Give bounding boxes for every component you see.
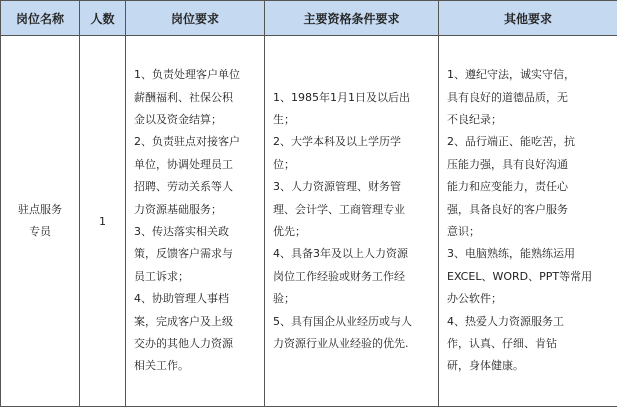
qualification-line: 3、人力资源管理、财务管	[273, 180, 401, 194]
duty-line: 策，反馈客户需求与	[134, 247, 233, 261]
duty-line: 员工诉求；	[134, 269, 189, 283]
qualification-line: 1、1985年1月1日及以后出	[273, 90, 410, 104]
duties-cell	[126, 36, 265, 407]
header-count: 人数	[80, 1, 126, 36]
duty-line: 4、协助管理人事档	[134, 292, 229, 306]
position-name-line: 专员	[29, 225, 51, 238]
other-line: 4、热爱人力资源服务工	[447, 314, 564, 328]
position-cell	[1, 36, 80, 407]
header-row	[1, 1, 617, 36]
qualification-line: 2、大学本科及以上学历学	[273, 135, 401, 149]
other-line: 强，具备良好的客户服务	[447, 202, 568, 216]
duty-line: 金以及资金结算；	[134, 112, 222, 126]
duty-line: 招聘、劳动关系等人	[134, 180, 233, 194]
duty-line: 薪酬福利、社保公积	[134, 90, 233, 104]
position-name-line: 驻点服务	[18, 203, 62, 216]
count-cell: 1	[80, 36, 126, 407]
other-line: 意识；	[447, 225, 480, 238]
qualification-line: 验；	[273, 292, 295, 306]
duty-line: 3、传达落实相关政	[134, 225, 229, 238]
header-others: 其他要求	[439, 1, 617, 36]
duty-line: 1、负责处理客户单位	[134, 68, 240, 82]
other-line: 压能力强，具有良好沟通	[447, 157, 568, 171]
header-duties: 岗位要求	[126, 1, 265, 36]
others-cell	[439, 36, 617, 407]
duty-line: 交办的其他人力资源	[134, 337, 233, 351]
qualification-line: 力资源行业从业经验的优先.	[273, 337, 409, 351]
other-line: 不良纪录；	[447, 112, 502, 126]
qualifications-cell	[265, 36, 439, 407]
duty-line: 相关工作。	[134, 359, 189, 373]
qualification-line: 4、具备3年及以上人力资源	[273, 247, 408, 261]
other-line: 2、品行端正、能吃苦，抗	[447, 135, 575, 149]
other-line: 研，身体健康。	[447, 359, 524, 373]
qualification-line: 位；	[273, 157, 295, 171]
duty-line: 力资源基础服务；	[134, 202, 222, 216]
qualification-line: 理、会计学、工商管理专业	[273, 202, 405, 216]
other-line: 作，认真、仔细、肯钻	[447, 337, 557, 351]
qualification-line: 优先；	[273, 225, 306, 238]
qualification-line: 岗位工作经验或财务工作经	[273, 269, 405, 283]
qualification-line: 生；	[273, 112, 295, 126]
other-line: 能力和应变能力，责任心	[447, 180, 568, 194]
duty-line: 单位，协调处理员工	[134, 157, 233, 171]
header-qualifications: 主要资格条件要求	[265, 1, 439, 36]
other-line: 具有良好的道德品质，无	[447, 90, 568, 104]
header-position: 岗位名称	[1, 1, 80, 36]
other-line: 办公软件；	[447, 292, 502, 306]
duty-line: 2、负责驻点对接客户	[134, 135, 240, 149]
qualification-line: 5、具有国企从业经历或与人	[273, 314, 412, 328]
table-row	[1, 36, 617, 407]
other-line: 3、电脑熟练，能熟练运用	[447, 247, 575, 261]
other-line: EXCEL、WORD、PPT等常用	[447, 269, 593, 283]
duty-line: 案，完成客户及上级	[134, 314, 233, 328]
other-line: 1、遵纪守法，诚实守信，	[447, 68, 575, 82]
